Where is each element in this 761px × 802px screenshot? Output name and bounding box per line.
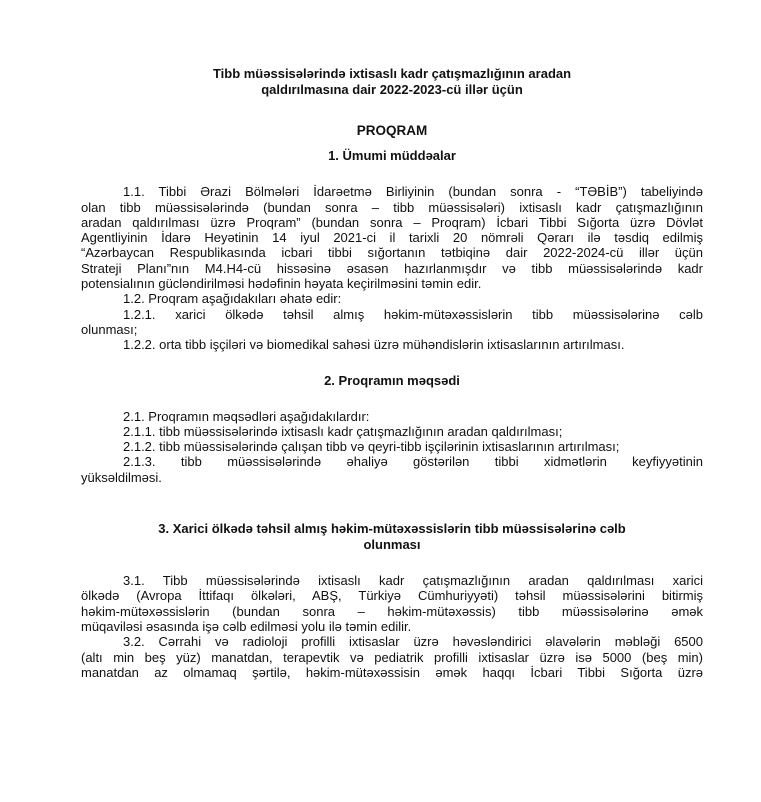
text-line: 2.1.3. tibb müəssisələrində əhaliyə göstərilən tibbi xidmətlərin keyfiyyətinin (123, 454, 703, 470)
text-line: 3.2. Cərrahi və radioloji profilli ixtisaslar üzrə həvəsləndirici əlavələrin məbləği 6500 (123, 634, 703, 650)
text-line: manatdan az olmamaq şərtilə, həkim-mütəxəssisin əmək haqqı İcbari Tibbi Sığorta üzrə (81, 664, 703, 680)
section-1-heading (81, 148, 703, 164)
text-line: potensialının gücləndirilməsi hədəfinin həyata keçirilməsini təmin edir. (81, 276, 482, 292)
text-line: Strateji Planı”nın M4.H4-cü hissəsinə əsasən hazırlanmışdır və tibb müəssisələrində kadr (81, 260, 703, 276)
title-line-1: Tibb müəssisələrində ixtisaslı kadr çatışmazlığının aradan (212, 66, 572, 81)
text-line: olunması; (81, 321, 138, 337)
paragraph-3-2 (81, 634, 703, 680)
text-line: 1.1. Tibbi Ərazi Bölmələri İdarəetmə Birliyinin (bundan sonra - “TƏBİB”) tabeliyində (123, 184, 703, 200)
text-line: “Azərbaycan Respublikasında icbari tibbi sığortanın tətbiqinə dair 2022-2024-cü illər üçün (81, 245, 703, 261)
text-line: yüksəldilməsi. (81, 469, 162, 485)
section-3-body (81, 573, 703, 680)
text-line: (altı min beş yüz) manatdan, terapevtik və pediatrik profilli ixtisaslar üzrə isə 5000 (beş min) (81, 649, 703, 665)
paragraph-1-2-2: 1.2.2. orta tibb işçiləri və biomedikal sahəsi üzrə mühəndislərin ixtisaslarının artırılması. (123, 337, 625, 353)
text-line: olan tibb müəssisələrində (bundan sonra – tibb müəssisələri) ixtisaslı kadr çatışmazlığının (81, 199, 703, 215)
text-line: ölkədə (Avropa İttifaqı ölkələri, ABŞ, Türkiyə Cümhuriyyəti) təhsil müəssisələrini bitirmiş (81, 588, 703, 604)
text-line: müqaviləsi əsasında işə cəlb edilməsi yolu ilə təmin edilir. (81, 618, 412, 634)
section-3-heading (81, 521, 703, 553)
section-2-heading (81, 373, 703, 389)
text-line: 1.2.1. xarici ölkədə təhsil almış həkim-mütəxəssislərin tibb müəssisələrinə cəlb (123, 306, 703, 322)
title-line-2: qaldırılmasına dair 2022-2023-cü illər üçün (261, 82, 523, 97)
paragraph-1-2-1 (81, 307, 703, 338)
text-line: aradan qaldırılması üzrə Proqram” (bundan sonra – Proqram) İcbari Tibbi Sığorta üzrə Dövlət (81, 214, 703, 230)
document-title (81, 66, 703, 98)
program-heading: PROQRAM (356, 123, 428, 138)
section-3-heading-line-2: olunması (363, 537, 421, 553)
text-line: Agentliyinin İdarə Heyətinin 14 iyul 2021-ci il tarixli 20 nömrəli Qərarı ilə təsdiq edilmiş (81, 230, 703, 246)
section-1-heading-text: 1. Ümumi müddəalar (328, 148, 456, 164)
text-line: 3.1. Tibb müəssisələrində ixtisaslı kadr çatışmazlığının aradan qaldırılması xarici (123, 573, 703, 589)
paragraph-1-2: 1.2. Proqram aşağıdakıları əhatə edir: (123, 291, 342, 307)
paragraph-2-1: 2.1. Proqramın məqsədləri aşağıdakılardır: (123, 408, 370, 424)
paragraph-2-1-1: 2.1.1. tibb müəssisələrində ixtisaslı kadr çatışmazlığının aradan qaldırılması; (123, 423, 563, 439)
section-2-heading-text: 2. Proqramın məqsədi (324, 372, 460, 388)
section-2-body (81, 409, 703, 485)
paragraph-3-1 (81, 573, 703, 634)
paragraph-2-1-3 (81, 454, 703, 485)
text-line: həkim-mütəxəssislərin (bundan sonra – həkim-mütəxəssis) tibb müəssisələrinə əmək (81, 603, 703, 619)
paragraph-1-1 (81, 184, 703, 291)
section-3-heading-line-1: 3. Xarici ölkədə təhsil almış həkim-mütəxəssislərin tibb müəssisələrinə cəlb (158, 521, 626, 537)
paragraph-2-1-2: 2.1.2. tibb müəssisələrində çalışan tibb və qeyri-tibb işçilərinin ixtisaslarının artırılması; (123, 439, 620, 455)
section-1-body (81, 184, 703, 352)
